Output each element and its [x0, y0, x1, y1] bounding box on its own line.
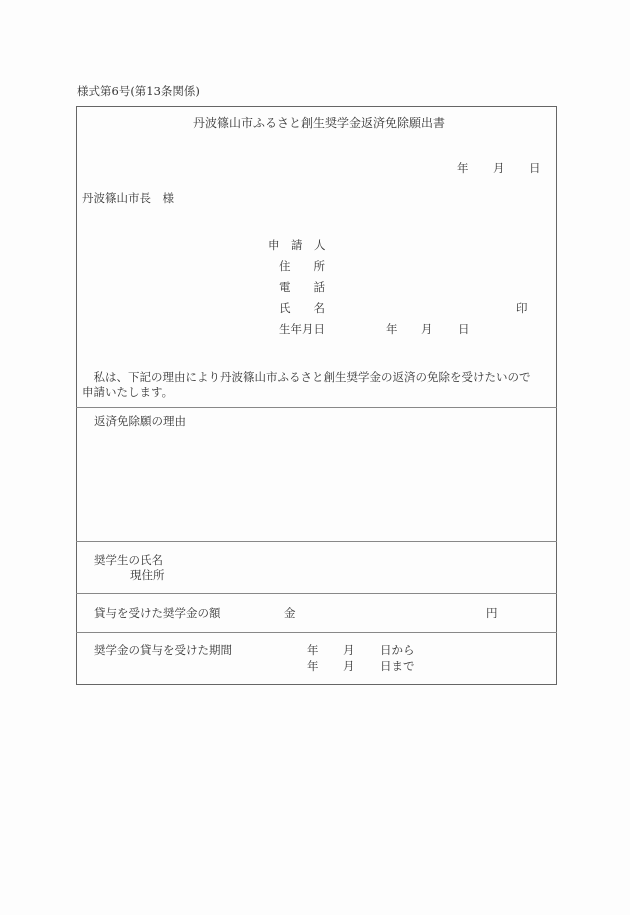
date-month: 月: [493, 161, 505, 175]
period-to-month: 月: [343, 659, 355, 673]
divider: [76, 632, 557, 633]
form-number: 様式第6号(第13条関係): [77, 84, 200, 98]
period-label: 奨学金の貸与を受けた期間: [94, 643, 232, 657]
birth-month: 月: [421, 322, 433, 336]
reason-label: 返済免除願の理由: [94, 414, 186, 428]
divider: [76, 407, 557, 408]
divider: [76, 541, 557, 542]
document-title: 丹波篠山市ふるさと創生奨学金返済免除願出書: [193, 116, 446, 130]
birth-year: 年: [386, 322, 398, 336]
period-to-year: 年: [307, 659, 319, 673]
student-address-label: 現住所: [130, 568, 165, 582]
period-to-day: 日まで: [380, 659, 415, 673]
amount-prefix: 金: [284, 606, 296, 620]
date-year: 年: [457, 161, 469, 175]
amount-label: 貸与を受けた奨学金の額: [94, 606, 221, 620]
name-label: 氏 名: [279, 301, 325, 315]
birthdate-label: 生年月日: [279, 322, 325, 336]
statement-line-1: 私は、下記の理由により丹波篠山市ふるさと創生奨学金の返済の免除を受けたいので: [82, 370, 531, 384]
applicant-heading: 申 請 人: [268, 238, 326, 252]
birth-day: 日: [458, 322, 470, 336]
period-from-year: 年: [307, 643, 319, 657]
student-name-label: 奨学生の氏名: [94, 553, 163, 567]
phone-label: 電 話: [279, 280, 325, 294]
period-from-day: 日から: [380, 643, 415, 657]
period-from-month: 月: [343, 643, 355, 657]
seal-mark: 印: [516, 301, 528, 315]
address-label: 住 所: [279, 259, 325, 273]
date-day: 日: [529, 161, 541, 175]
divider: [76, 593, 557, 594]
amount-suffix: 円: [486, 606, 498, 620]
statement-line-2: 申請いたします。: [82, 385, 174, 399]
addressee: 丹波篠山市長 様: [82, 191, 174, 205]
